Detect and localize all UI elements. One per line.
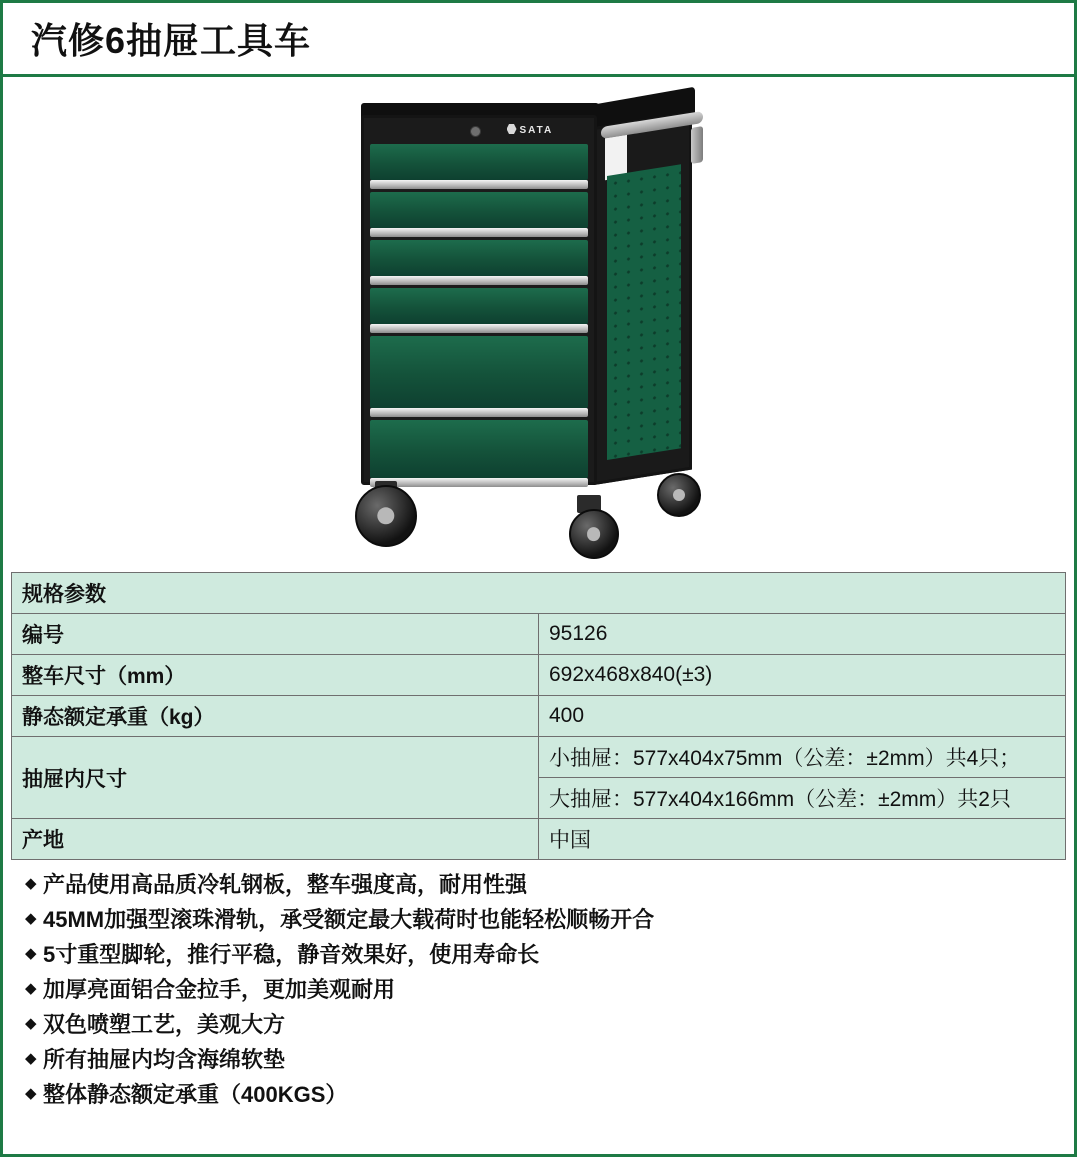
feature-text: 产品使用高品质冷轧钢板，整车强度高，耐用性强 [43,872,528,897]
spec-value-small-drawer: 小抽屉：577x404x75mm（公差：±2mm）共4只； [539,737,1066,778]
feature-text: 整体静态额定承重（400KGS） [43,1082,348,1107]
table-row [12,696,1066,737]
diamond-bullet-icon: ◆ [25,910,37,927]
feature-text: 5寸重型脚轮，推行平稳，静音效果好，使用寿命长 [43,942,540,967]
drawer-pull-4 [370,324,588,333]
cabinet-side-panel [594,111,692,485]
push-handle-post [691,126,703,164]
feature-text: 加厚亮面铝合金拉手，更加美观耐用 [43,977,396,1002]
drawer-pull-3 [370,276,588,285]
drawer-small-1 [370,144,588,180]
spec-value-code: 95126 [539,614,1066,655]
spec-table-caption: 规格参数 [12,573,1066,614]
drawer-small-2 [370,192,588,228]
brand-hex-icon [507,124,517,134]
spec-label-code: 编号 [12,614,539,655]
caster-rear-right [657,473,701,517]
table-row [12,819,1066,860]
feature-text: 所有抽屉内均含海绵软垫 [43,1047,286,1072]
spec-value-large-drawer: 大抽屉：577x404x166mm（公差：±2mm）共2只 [539,778,1066,819]
caster-front-left [355,485,417,547]
spec-value-load: 400 [539,696,1066,737]
caster-hub [377,507,394,524]
diamond-bullet-icon: ◆ [25,1050,37,1067]
side-perforated-panel [607,164,681,460]
page-title: 汽修6抽屉工具车 [31,20,312,61]
diamond-bullet-icon: ◆ [25,1015,37,1032]
page-title-bar [3,3,1074,77]
list-item [25,874,1056,896]
diamond-bullet-icon: ◆ [25,1085,37,1102]
caster-hub [587,527,601,541]
cabinet-lock-icon [470,126,481,137]
drawer-large-2 [370,420,588,478]
feature-text: 45MM加强型滚珠滑轨，承受额定最大载荷时也能轻松顺畅开合 [43,907,655,932]
drawer-large-1 [370,336,588,408]
spec-table [11,572,1066,860]
table-row [12,655,1066,696]
list-item [25,909,1056,931]
brand-logo [507,124,554,136]
list-item [25,979,1056,1001]
drawer-small-3 [370,240,588,276]
spec-value-origin: 中国 [539,819,1066,860]
brand-logo-text: SATA [519,125,554,136]
caster-front-right [569,509,619,559]
caster-hub [673,489,685,501]
table-row [12,614,1066,655]
drawer-pull-2 [370,228,588,237]
spec-value-dimensions: 692x468x840(±3) [539,655,1066,696]
spec-table-wrap [11,572,1066,860]
tool-cart-illustration [339,85,739,555]
spec-label-origin: 产地 [12,819,539,860]
drawer-pull-6 [370,478,588,487]
table-row [12,737,1066,778]
product-image-area [3,77,1074,572]
feature-list [3,860,1074,1106]
spec-label-load: 静态额定承重（kg） [12,696,539,737]
drawer-pull-1 [370,180,588,189]
spec-label-drawer-size: 抽屉内尺寸 [12,737,539,819]
spec-label-dimensions: 整车尺寸（mm） [12,655,539,696]
cabinet-front [361,115,597,485]
diamond-bullet-icon: ◆ [25,875,37,892]
list-item [25,1014,1056,1036]
drawer-small-4 [370,288,588,324]
feature-text: 双色喷塑工艺，美观大方 [43,1012,286,1037]
diamond-bullet-icon: ◆ [25,980,37,997]
list-item [25,944,1056,966]
drawer-pull-5 [370,408,588,417]
list-item [25,1049,1056,1071]
diamond-bullet-icon: ◆ [25,945,37,962]
list-item [25,1084,1056,1106]
table-row-caption [12,573,1066,614]
